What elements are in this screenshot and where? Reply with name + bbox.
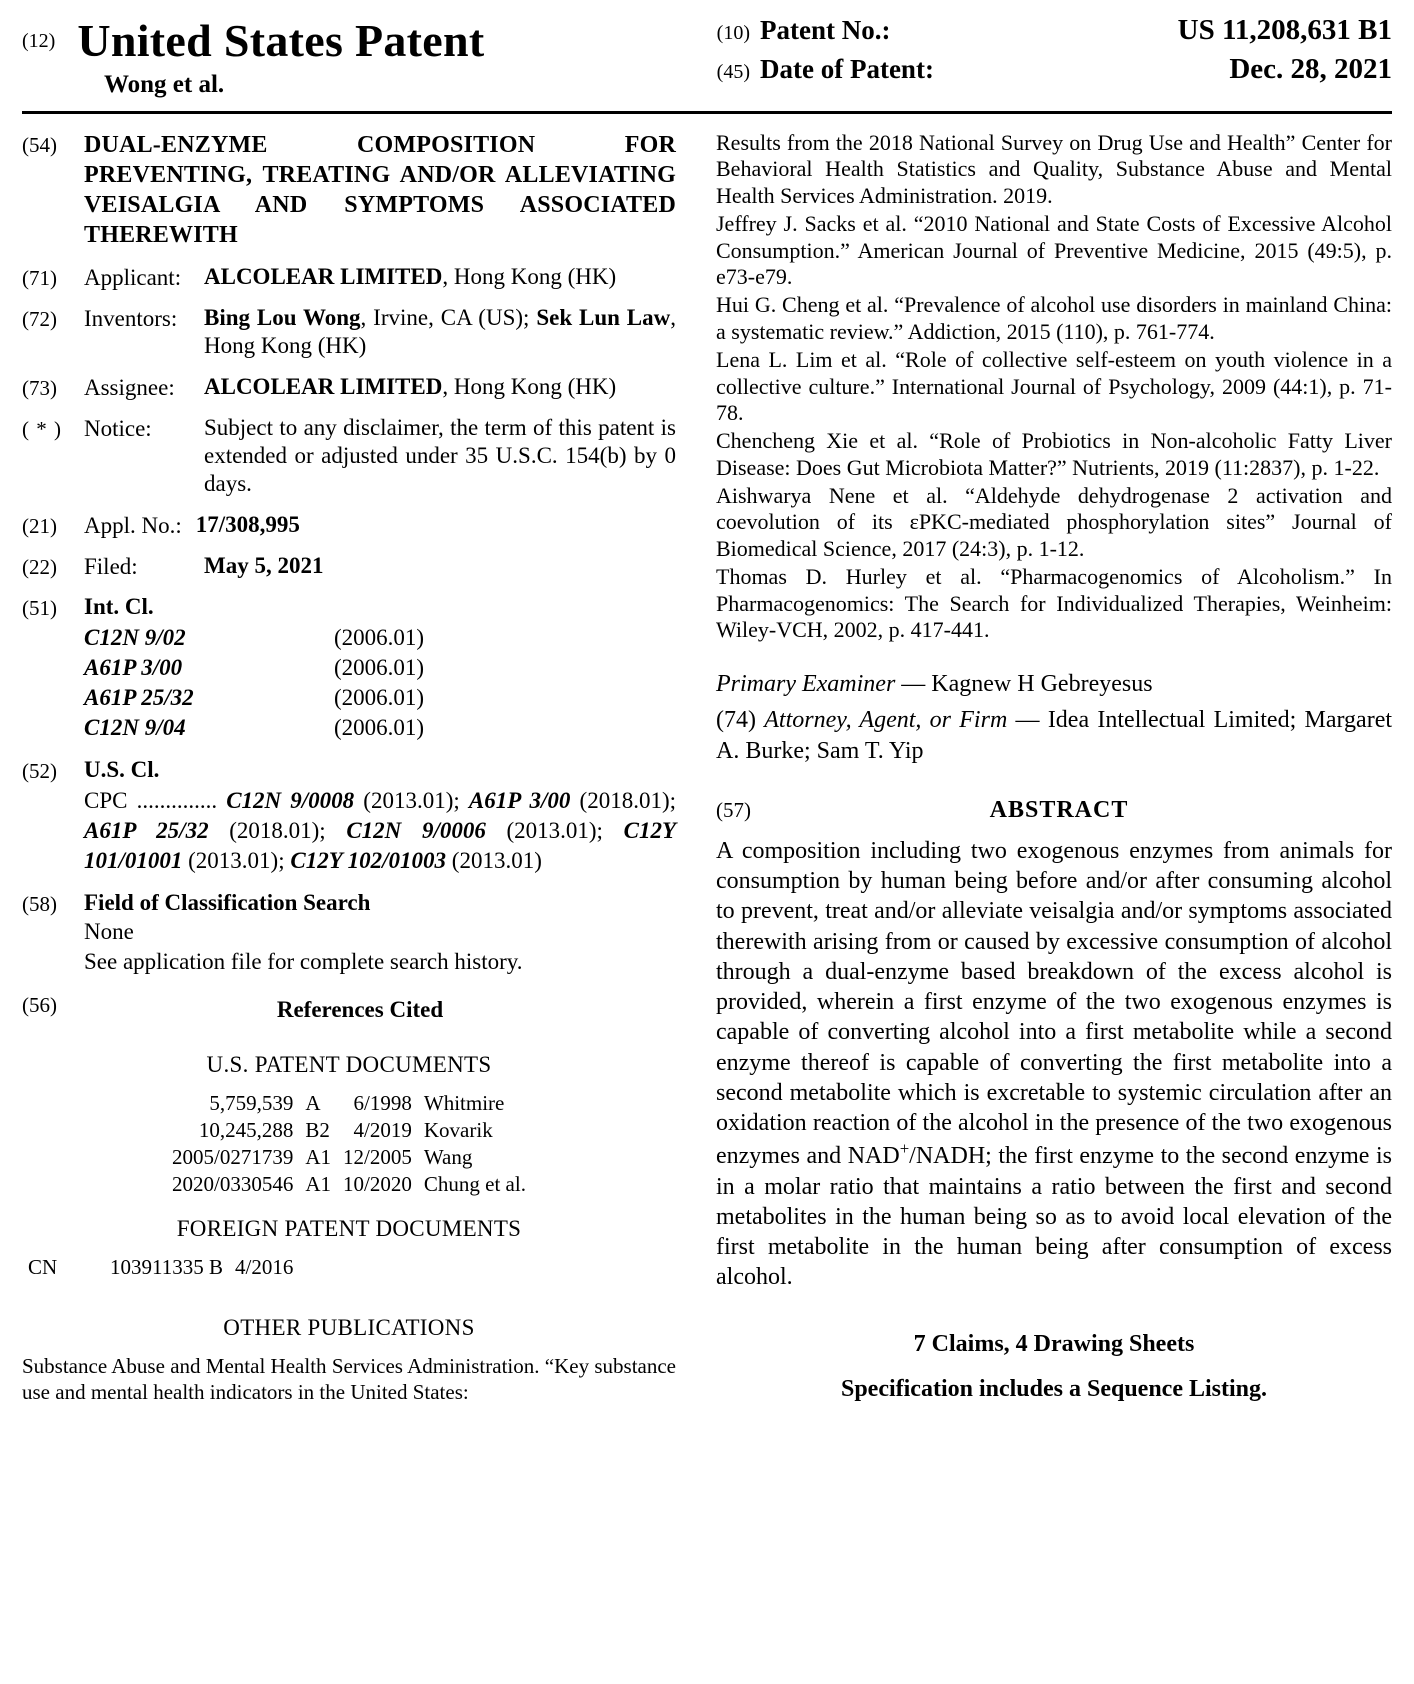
citation-entry: Thomas D. Hurley et al. “Pharmacogenomics of Alcoholism.” In Pharmacogenomics: The Search for Individualized Therapies, Weinheim: Wiley-VCH, 2002, p. 417-441.: [716, 564, 1392, 643]
inventor-2-location: , Hong Kong (HK): [204, 305, 677, 359]
field-of-search-field: [22, 889, 676, 977]
inventors-value: [204, 304, 676, 360]
patent-number-label: Patent No.:: [760, 15, 891, 45]
other-publications-title: OTHER PUBLICATIONS: [223, 1314, 475, 1340]
int-cl-field: [22, 593, 676, 743]
field-of-search-none: None: [84, 918, 134, 944]
foreign-patent-documents-table: [22, 1254, 299, 1281]
attorney-value: — Idea Intellectual Limited; Margaret A. Burke; Sam T. Yip: [716, 706, 1393, 764]
filed-value: May 5, 2021: [204, 553, 324, 579]
cpc-ver-5: (2013.01);: [182, 847, 291, 873]
title-field: [22, 130, 676, 250]
ref-date: 12/2005: [343, 1144, 412, 1169]
applicant-value: [204, 263, 676, 291]
header-left: [22, 14, 682, 99]
primary-examiner: [716, 669, 1392, 700]
cpc-ver-2: (2018.01);: [570, 788, 676, 814]
inventors-field: [22, 304, 676, 360]
abstract-code: (57): [716, 797, 751, 822]
table-row: [166, 1090, 532, 1117]
int-cl-version: (2006.01): [334, 715, 425, 741]
citation-entry: Hui G. Cheng et al. “Prevalence of alcohol use disorders in mainland China: a systematic review.” Addiction, 2015 (110), p. 761-774.: [716, 292, 1392, 344]
int-cl-label: Int. Cl.: [84, 594, 154, 620]
foreign-country: CN: [28, 1254, 58, 1279]
int-cl-code-value: C12N 9/04: [84, 715, 186, 741]
ref-kind: A1: [305, 1144, 332, 1169]
patent-date-label: Date of Patent:: [760, 54, 934, 84]
us-cl-code: (52): [22, 759, 57, 784]
notice-text: Subject to any disclaimer, the term of this patent is extended or adjusted under 35 U.S.C. 154(b) by 0 days.: [204, 415, 676, 497]
left-column: [22, 130, 694, 1405]
table-row: [166, 1144, 532, 1171]
front-page-columns: [0, 114, 1414, 1405]
assignee-value: [204, 373, 676, 401]
applicant-label: Applicant:: [84, 265, 182, 290]
ref-kind: B2: [305, 1117, 330, 1142]
us-patent-documents-title: U.S. PATENT DOCUMENTS: [206, 1051, 492, 1077]
abstract-heading: [716, 797, 1392, 824]
abstract-part-2: /NADH; the first enzyme to the second enzyme is in a molar ratio that maintains a ratio between the first and second metabolites in the human being so as to avoid local elevation of the first metabolite in the human being after consumption of excess alcohol.: [716, 1143, 1392, 1291]
cpc-code-4: C12N 9/0006: [346, 817, 486, 843]
field-of-search-code: (58): [22, 891, 57, 916]
field-of-search-note: See application file for complete search history.: [84, 948, 523, 974]
citation-entry: Chencheng Xie et al. “Role of Probiotics in Non-alcoholic Fatty Liver Disease: Does Gut Microbiota Matter?” Nutrients, 2019 (11:2837), p. 1-22.: [716, 428, 1392, 480]
applicant-code: (71): [22, 266, 57, 290]
foreign-patent-documents-title: FOREIGN PATENT DOCUMENTS: [176, 1215, 522, 1241]
citation-entry: Aishwarya Nene et al. “Aldehyde dehydrogenase 2 activation and coevolution of its εPKC-mediated phosphorylation sites” Journal of Biomedical Science, 2017 (24:3), p. 1-12.: [716, 483, 1392, 561]
cpc-ver-6: (2013.01): [446, 847, 542, 873]
inventor-1-name: Bing Lou Wong: [204, 305, 361, 331]
abstract-superscript: +: [899, 1139, 910, 1159]
attorney-label: Attorney, Agent, or Firm: [764, 706, 1008, 733]
inventor-1-location: , Irvine, CA (US);: [360, 305, 537, 331]
cpc-code-2: A61P 3/00: [468, 788, 571, 814]
us-cl-label: U.S. Cl.: [84, 757, 160, 783]
cpc-code-5: C12Y 101/01001: [84, 817, 676, 873]
applicant-field: [22, 263, 676, 291]
int-cl-body: [84, 593, 676, 743]
us-cl-field: [22, 756, 676, 876]
us-cl-value: [84, 786, 676, 876]
primary-examiner-label: Primary Examiner: [716, 671, 896, 698]
field-of-search-body: [84, 889, 676, 977]
notice-field: [22, 414, 676, 498]
references-cited-title: References Cited: [276, 996, 444, 1022]
notice-code: ( * ): [22, 417, 62, 442]
table-row: [22, 1254, 299, 1281]
foreign-date: 4/2016: [234, 1254, 294, 1279]
table-row: [166, 1117, 532, 1144]
int-cl-row: [84, 713, 676, 743]
right-column: [694, 130, 1392, 1405]
ref-name: Wang: [423, 1144, 473, 1169]
cpc-ver-1: (2013.01);: [354, 788, 469, 814]
inventor-2-name: Sek Lun Law: [536, 305, 671, 331]
assignee-name: ALCOLEAR LIMITED: [204, 374, 443, 400]
cpc-code-1: C12N 9/0008: [226, 788, 355, 814]
header-right: [682, 14, 1392, 99]
attorney-row: [716, 705, 1392, 767]
ref-name: Kovarik: [423, 1117, 493, 1142]
title-code: (54): [22, 133, 57, 157]
references-cited-field: [22, 990, 676, 1034]
table-row: [166, 1171, 532, 1198]
attorney-code: (74): [716, 706, 756, 733]
primary-examiner-name: — Kagnew H Gebreyesus: [895, 671, 1153, 698]
ref-date: 10/2020: [343, 1171, 412, 1196]
patent-number-row: [692, 14, 1392, 47]
applicant-name: ALCOLEAR LIMITED: [204, 264, 443, 289]
us-cl-body: [84, 756, 676, 876]
int-cl-code-value: A61P 25/32: [84, 685, 194, 711]
references-cited-code: (56): [22, 992, 57, 1017]
ref-kind: A1: [305, 1171, 332, 1196]
patent-header: [0, 0, 1414, 99]
cpc-ver-4: (2013.01);: [485, 817, 624, 843]
ref-date: 6/1998: [353, 1090, 412, 1115]
ref-name: Whitmire: [423, 1090, 505, 1115]
int-cl-version: (2006.01): [334, 625, 425, 651]
int-cl-row: [84, 653, 676, 683]
claims-summary: 7 Claims, 4 Drawing Sheets: [913, 1330, 1195, 1357]
applicant-location: , Hong Kong (HK): [442, 264, 617, 289]
ref-number: 2005/0271739: [172, 1144, 294, 1169]
other-publication-entry: Substance Abuse and Mental Health Services Administration. “Key substance use and mental health indicators in the United States:: [22, 1353, 676, 1404]
citation-entry: Results from the 2018 National Survey on Drug Use and Health” Center for Behavioral Health Statistics and Quality, Substance Abuse and Mental Health Services Administration. 2019.: [716, 130, 1392, 208]
patent-number-value: US 11,208,631 B1: [1177, 14, 1392, 46]
ref-number: 10,245,288: [198, 1117, 294, 1142]
patent-date-code: (45): [716, 61, 750, 83]
filed-field: [22, 552, 676, 580]
ref-kind: A: [305, 1090, 321, 1115]
abstract-text: [716, 836, 1392, 1293]
page-title: United States Patent: [77, 15, 485, 66]
abstract-part-1: A composition including two exogenous enzymes from animals for consumption by human being before and/or after consuming alcohol to prevent, treat and/or alleviate veisalgia and/or symptoms associated therewith arising from or caused by excessive consumption of alcohol through a dual-enzyme based breakdown of the excess alcohol is provided, wherein a first enzyme of the two exogenous enzymes is capable of converting alcohol into a first metabolite while a second enzyme thereof is capable of converting the first metabolite into a second metabolite which is excretable to systemic circulation after an oxidation reaction of the alcohol in the presence of the two exogenous enzymes and NAD: [716, 837, 1392, 1170]
foreign-number: 103911335 B: [110, 1254, 223, 1279]
cpc-ver-3: (2018.01);: [208, 817, 347, 843]
patent-date-value: Dec. 28, 2021: [1229, 53, 1392, 85]
references-cited-body: [84, 990, 676, 1034]
citation-entry: Jeffrey J. Sacks et al. “2010 National and State Costs of Excessive Alcohol Consumption.” American Journal of Preventive Medicine, 2015 (49:5), p. e73-e79.: [716, 211, 1392, 289]
cpc-code-6: C12Y 102/01003: [290, 847, 447, 873]
int-cl-code-value: A61P 3/00: [84, 655, 183, 681]
ref-date: 4/2019: [353, 1117, 412, 1142]
cpc-code-3: A61P 25/32: [84, 817, 209, 843]
inventors-code: (72): [22, 307, 57, 332]
int-cl-code: (51): [22, 596, 57, 621]
cpc-prefix: CPC ..............: [84, 788, 218, 814]
specification-note: Specification includes a Sequence Listing.: [840, 1375, 1268, 1402]
invention-title: DUAL-ENZYME COMPOSITION FOR PREVENTING, TREATING AND/OR ALLEVIATING VEISALGIA AND SYMPTOMS ASSOCIATED THEREWITH: [84, 132, 676, 248]
int-cl-row: [84, 683, 676, 713]
patent-number-code: (10): [716, 22, 750, 44]
ref-number: 5,759,539: [209, 1090, 294, 1115]
filed-label: Filed:: [84, 554, 138, 580]
appl-no-value: 17/308,995: [195, 512, 300, 538]
inventor-short-name: Wong et al.: [104, 71, 225, 98]
filed-code: (22): [22, 555, 57, 580]
doc-type-code: (12): [22, 30, 56, 52]
appl-no-code: (21): [22, 514, 57, 539]
assignee-field: [22, 373, 676, 401]
assignee-code: (73): [22, 376, 57, 401]
notice-label: Notice:: [84, 416, 152, 442]
citation-entry: Lena L. Lim et al. “Role of collective self-esteem on youth violence in a collective culture.” International Journal of Psychology, 2009 (44:1), p. 71-78.: [716, 347, 1392, 425]
appl-no-field: [22, 511, 676, 539]
int-cl-version: (2006.01): [334, 685, 425, 711]
ref-number: 2020/0330546: [172, 1171, 294, 1196]
ref-name: Chung et al.: [423, 1171, 526, 1196]
us-patent-documents-table: [166, 1090, 532, 1198]
abstract-title: ABSTRACT: [989, 796, 1129, 823]
inventors-label: Inventors:: [84, 306, 178, 332]
int-cl-code-value: C12N 9/02: [84, 625, 186, 651]
appl-no-label: Appl. No.:: [84, 513, 182, 539]
int-cl-row: [84, 623, 676, 653]
assignee-location: , Hong Kong (HK): [442, 374, 617, 400]
int-cl-version: (2006.01): [334, 655, 425, 681]
assignee-label: Assignee:: [84, 375, 175, 401]
patent-date-row: [692, 53, 1392, 86]
field-of-search-label: Field of Classification Search: [84, 889, 371, 915]
